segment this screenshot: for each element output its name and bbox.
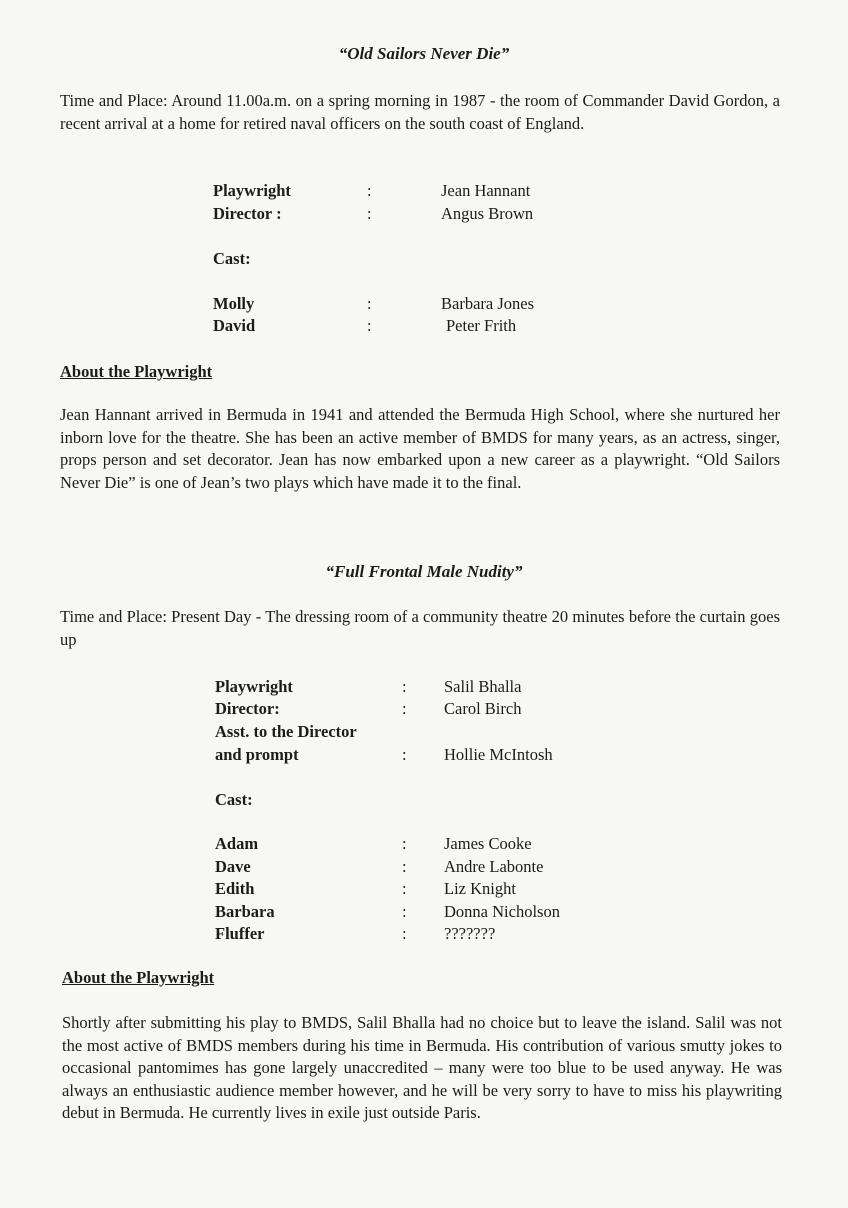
play2-cast-label: Cast: (215, 790, 253, 809)
play2-credit-row: Asst. to the Director (215, 722, 357, 741)
play2-credit-row: Director: : Carol Birch (215, 699, 522, 718)
play2-cast-row: Fluffer : ??????? (215, 924, 496, 943)
play1-credit-row: Director : : Angus Brown (213, 204, 534, 223)
play2-credit-row: and prompt : Hollie McIntosh (215, 745, 553, 764)
play2-about-text: Shortly after submitting his play to BMDS, Salil Bhalla had no choice but to leave the island. Salil was not the most active of BMDS members during his time in Bermuda. His contribution of various smutty jokes to occasional pantomimes has gone largely unaccredited – many were too blue to be used anyway. He was always an enthusiastic audience member however, and he will be very sorry to have to miss his playwriting debut in Bermuda. He currently lives in exile just outside Paris. (62, 1013, 782, 1122)
play2-title: “Full Frontal Male Nudity” (325, 562, 523, 581)
play1-credit-row: Playwright : Jean Hannant (213, 181, 531, 200)
play1-time-place: Time and Place: Around 11.00a.m. on a spring morning in 1987 - the room of Commander David Gordon, a recent arrival at a home for retired naval officers on the south coast of England. (60, 91, 780, 133)
play2-time-place: Time and Place: Present Day - The dressing room of a community theatre 20 minutes before the curtain goes up (60, 607, 780, 649)
play2-cast-row: Dave : Andre Labonte (215, 857, 544, 876)
play1-title: “Old Sailors Never Die” (338, 44, 510, 63)
play1-cast-row: Molly : Barbara Jones (213, 294, 535, 313)
play1-cast-label: Cast: (213, 249, 251, 268)
play2-cast-row: Barbara : Donna Nicholson (215, 902, 560, 921)
play1-cast-row: David : Peter Frith (213, 316, 517, 335)
play1-about-heading: About the Playwright (60, 362, 213, 381)
play2-cast-row: Edith : Liz Knight (215, 879, 516, 898)
play2-cast-row: Adam : James Cooke (215, 834, 532, 853)
play1-about-text: Jean Hannant arrived in Bermuda in 1941 and attended the Bermuda High School, where she nurtured her inborn love for the theatre. She has been an active member of BMDS for many years, as an actress, singer, props person and set decorator. Jean has now embarked upon a new career as a playwright. “Old Sailors Never Die” is one of Jean’s two plays which have made it to the final. (60, 405, 780, 492)
play2-credit-row: Playwright : Salil Bhalla (215, 677, 522, 696)
play2-about-heading: About the Playwright (62, 968, 215, 987)
